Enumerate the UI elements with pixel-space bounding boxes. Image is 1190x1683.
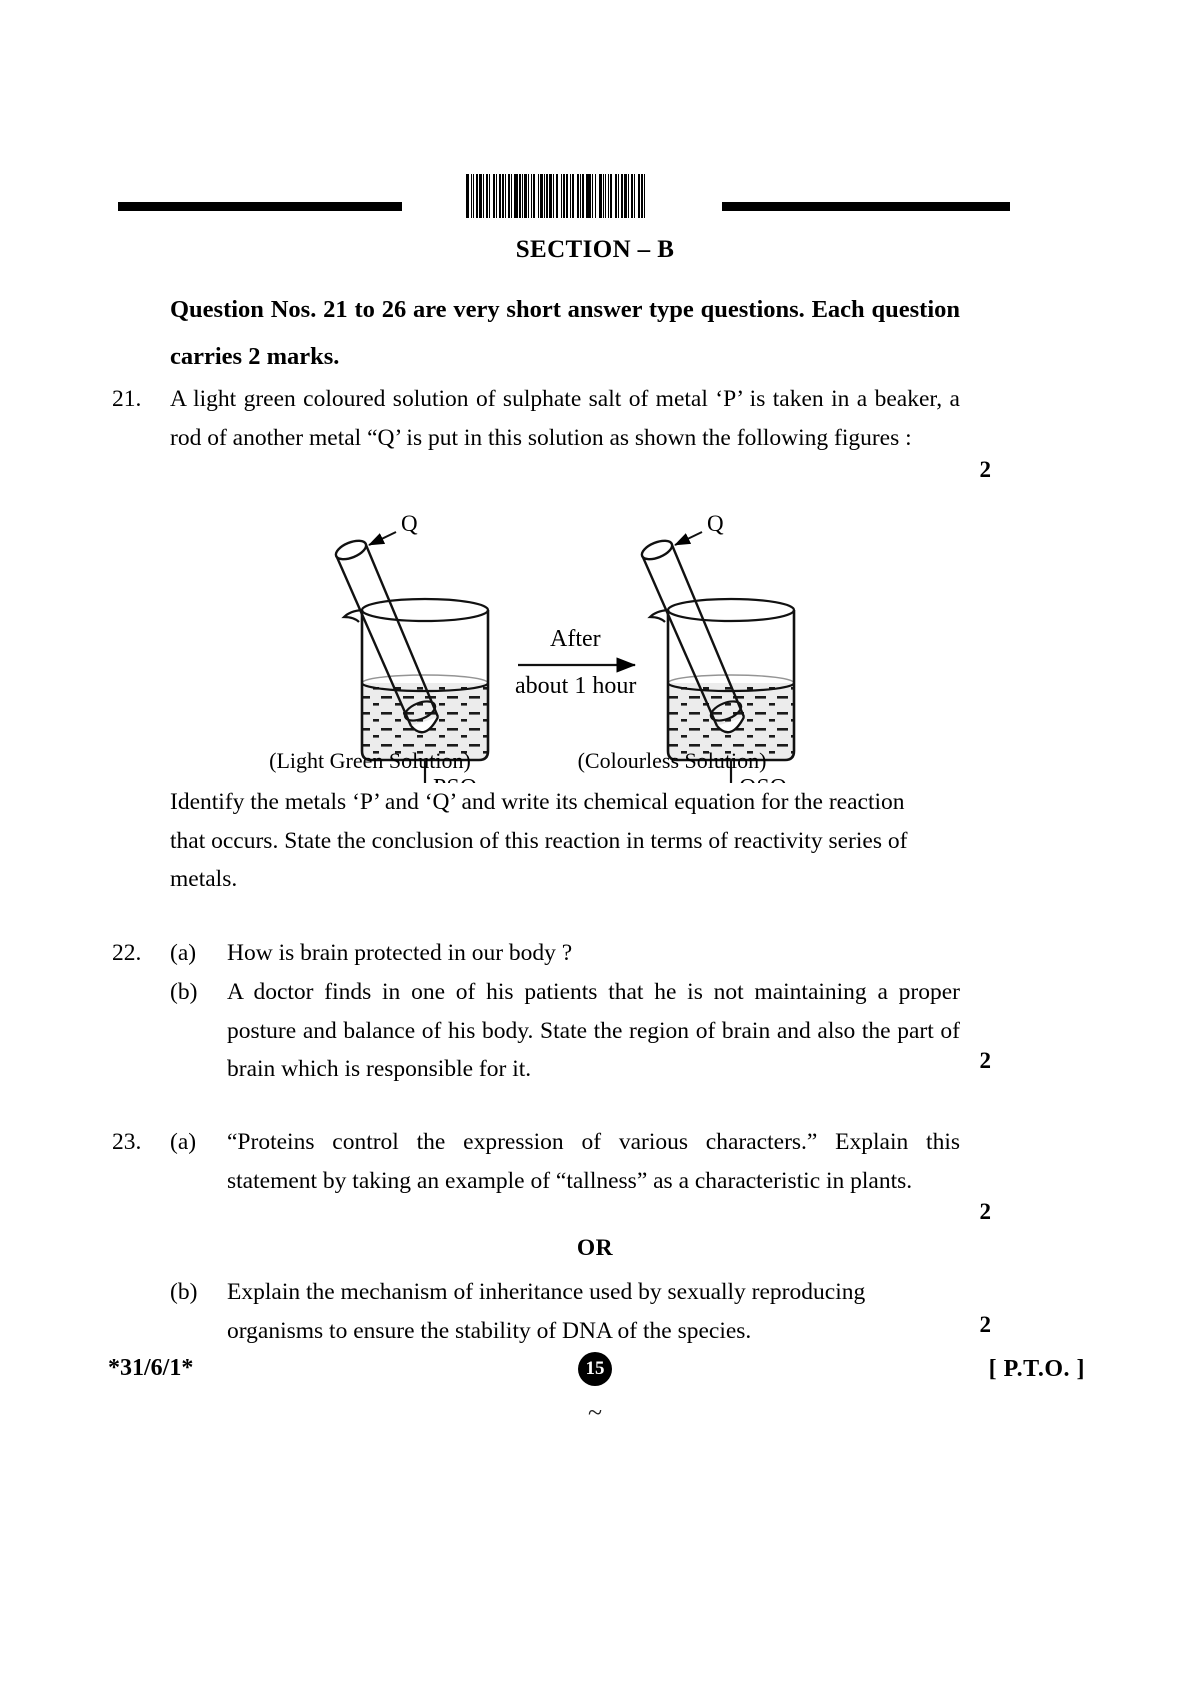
question-22-number: 22. — [112, 940, 142, 966]
pto-label: [ P.T.O. ] — [988, 1356, 1085, 1382]
question-23-part-b-marks: 2 — [979, 1312, 991, 1337]
question-22-part-a-label: (a) — [170, 940, 197, 966]
question-22-marks: 2 — [979, 1048, 991, 1073]
question-21-text: A light green coloured solution of sulphate salt of metal ‘P’ is taken in a beaker, a rod of another metal “Q’ is put in this solution as shown the following figures : — [170, 386, 960, 451]
question-21-followup: Identify the metals ‘P’ and ‘Q’ and write its chemical equation for the reaction that occurs. State the conclusion of this reaction in terms of reactivity series of metals. — [170, 789, 908, 892]
page-number: 15 — [578, 1352, 612, 1386]
figure-beaker-experiment — [270, 483, 830, 783]
question-23-part-a-label: (a) — [170, 1129, 197, 1155]
question-23-part-a-text: “Proteins control the expression of various characters.” Explain this statement by taking an example of “tallness” as a characteristic in plants. — [227, 1129, 960, 1194]
paper-code: *31/6/1* — [108, 1355, 194, 1381]
rod-label-left: Q — [401, 511, 418, 536]
question-23-or-label: OR — [576, 1235, 614, 1261]
beaker-diagram-svg — [270, 483, 830, 783]
question-21-number: 21. — [112, 386, 142, 412]
beaker-before — [333, 511, 488, 783]
section-instructions: Question Nos. 21 to 26 are very short answer type questions. Each question carries 2 marks. — [170, 296, 960, 370]
figure-caption-left: (Light Green Solution) — [269, 748, 471, 773]
arrow-label-duration: about 1 hour — [515, 673, 637, 699]
footer-tilde: ~ — [587, 1398, 603, 1427]
header-rule-right — [722, 202, 1010, 211]
page-header-band — [0, 186, 1190, 236]
transition-arrow — [515, 626, 636, 699]
beaker-left-formula — [433, 775, 485, 783]
question-21-marks: 2 — [979, 457, 991, 482]
question-23-part-a-marks: 2 — [979, 1199, 991, 1224]
question-22-part-b-label: (b) — [170, 979, 198, 1005]
figure-caption-right: (Colourless Solution) — [577, 748, 767, 773]
arrow-label-after: After — [550, 626, 601, 652]
rod-label-right: Q — [707, 511, 724, 536]
question-22-part-a-text: How is brain protected in our body ? — [227, 940, 573, 966]
question-22-part-b-text: A doctor finds in one of his patients that he is not maintaining a proper posture and balance of his body. State the region of brain and also the part of brain which is responsible for it. — [227, 979, 960, 1082]
barcode — [466, 174, 647, 218]
section-title: SECTION – B — [515, 236, 675, 263]
question-23-number: 23. — [112, 1129, 142, 1155]
header-rule-left — [118, 202, 402, 211]
question-23-part-b-label: (b) — [170, 1279, 198, 1305]
question-23-part-b-text: Explain the mechanism of inheritance used by sexually reproducing organisms to ensure the stability of DNA of the species. — [227, 1279, 866, 1344]
beaker-after — [639, 511, 795, 783]
beaker-right-formula — [739, 775, 795, 783]
